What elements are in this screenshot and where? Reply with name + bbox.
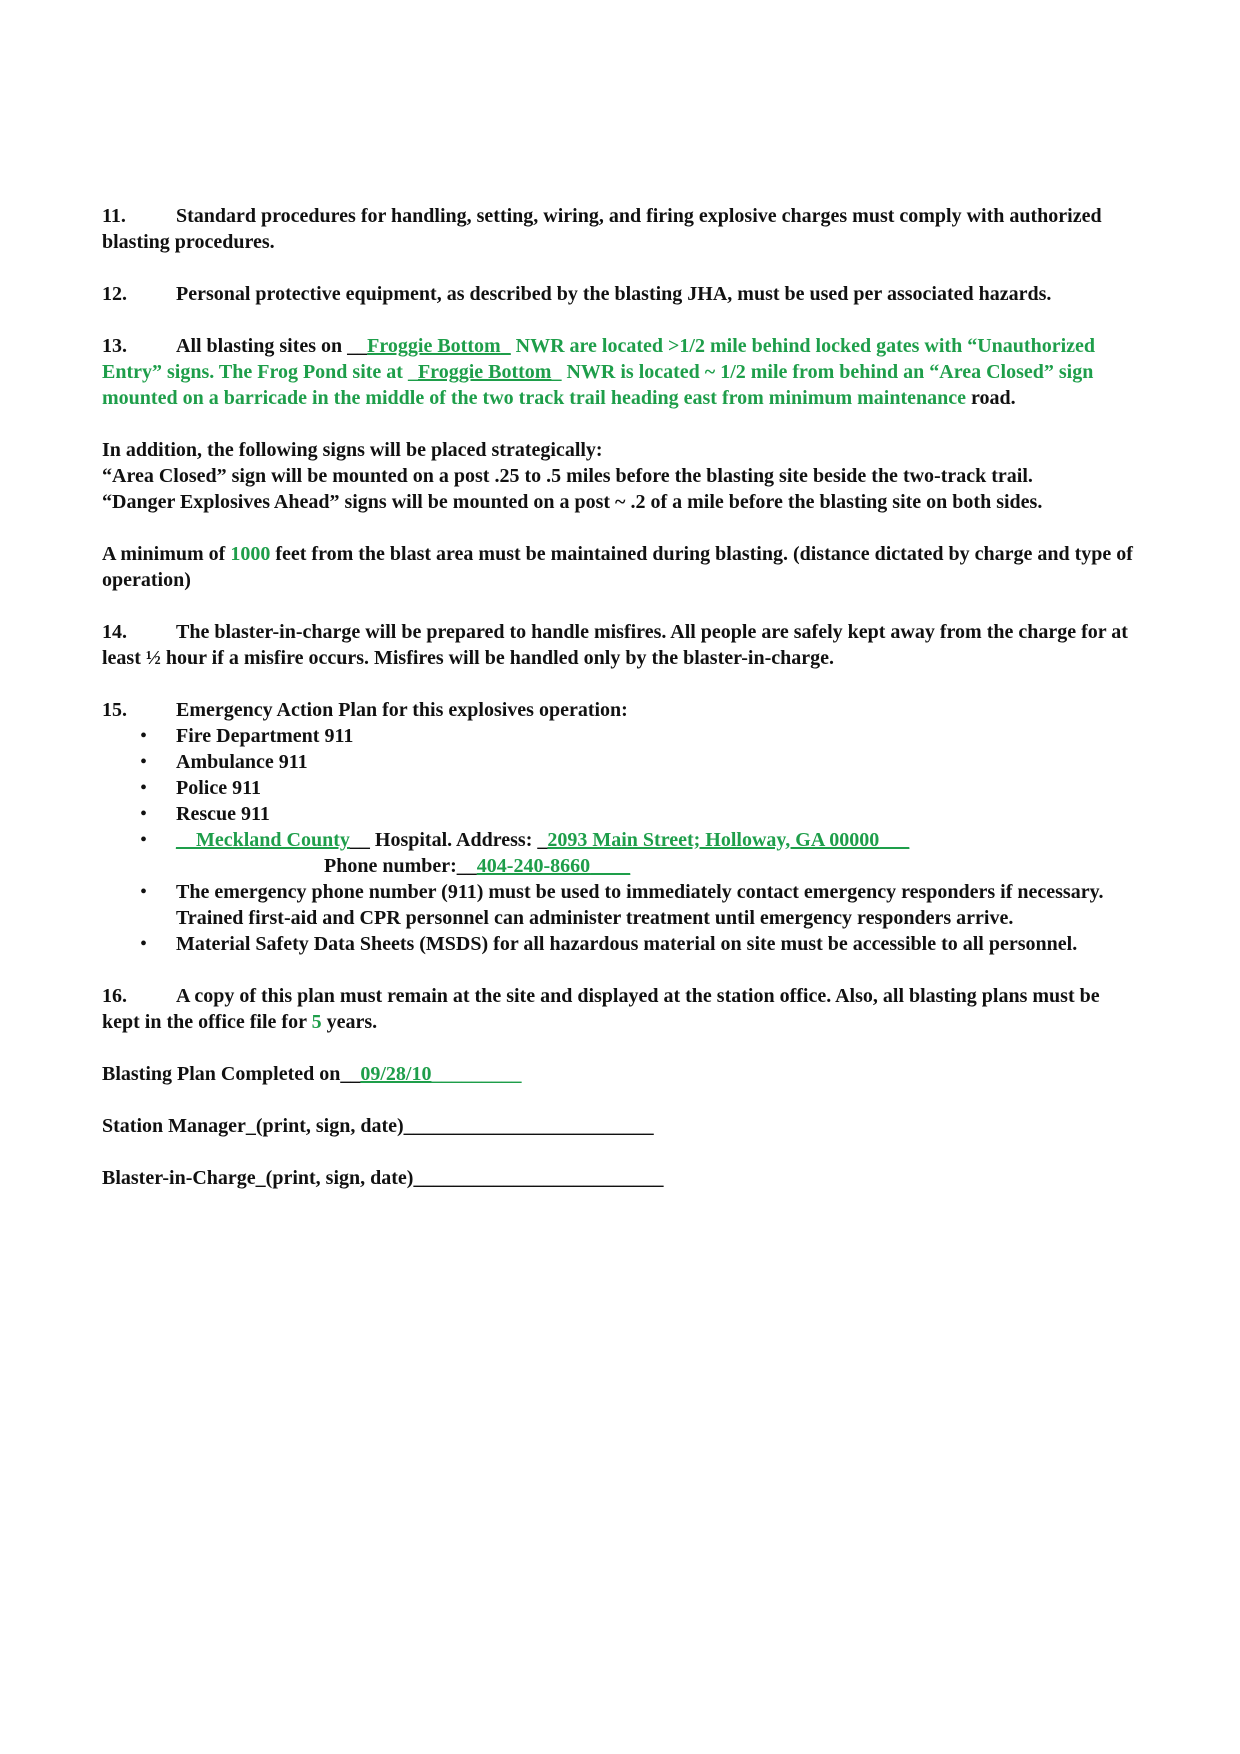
- item-12-text: Personal protective equipment, as described by the blasting JHA, must be used per associated hazards.: [176, 283, 1052, 305]
- item-13-green-text-1: NWR are located >1/2 mile behind locked gates with “Unauthorized Entry” signs. The Frog Pond site at _: [102, 335, 1096, 383]
- item-16-pre: A copy of this plan must remain at the site and displayed at the station office. Also, all blasting plans must be kept in the office file for: [102, 985, 1100, 1033]
- list-item-rescue: [102, 801, 1142, 827]
- retention-years-value: 5: [311, 1011, 322, 1033]
- police-text: Police 911: [176, 777, 261, 799]
- item-14: [102, 619, 1142, 671]
- hospital-phone-tail: ____: [590, 855, 631, 877]
- bullet: •: [140, 751, 148, 773]
- item-15: [102, 697, 1142, 723]
- item-11-text: Standard procedures for handling, setting, wiring, and firing explosive charges must comply with authorized blasting procedures.: [102, 205, 1102, 253]
- item-13-number: 13.: [102, 335, 127, 357]
- list-item-hospital: [102, 827, 1142, 879]
- item-13-intro: All blasting sites on __: [176, 335, 368, 357]
- bullet: •: [140, 725, 148, 747]
- completed-on-line: [102, 1061, 1142, 1087]
- refuge-name-field-1: Froggie Bottom: [367, 335, 501, 357]
- blasting-plan-page: [102, 203, 1142, 1217]
- completed-date-field: 09/28/10: [360, 1063, 432, 1085]
- bullet: •: [140, 829, 148, 851]
- item-14-number: 14.: [102, 621, 127, 643]
- phone-label: Phone number:__: [324, 855, 477, 877]
- emergency-contact-list: [102, 723, 1142, 957]
- phone-note-text: The emergency phone number (911) must be used to immediately contact emergency responders if necessary. Trained first-aid and CPR personnel can administer treatment until emergency responders arrive.: [176, 881, 1104, 929]
- item-11: [102, 203, 1142, 255]
- refuge-name-field-2-tail: _: [551, 361, 562, 383]
- item-14-text: The blaster-in-charge will be prepared to handle misfires. All people are safely kept away from the charge for at least ½ hour if a misfire occurs. Misfires will be handled only by the blaster-in-charge.: [102, 621, 1128, 669]
- bullet: •: [140, 777, 148, 799]
- area-closed-sign-text: “Area Closed” sign will be mounted on a post .25 to .5 miles before the blasting site beside the two-track trail.: [102, 465, 1033, 487]
- hospital-address-field: 2093 Main Street; Holloway, GA 00000: [547, 829, 880, 851]
- item-16-post: years.: [321, 1011, 378, 1033]
- list-item-ambulance: [102, 749, 1142, 775]
- distance-feet-value: 1000: [230, 543, 271, 565]
- signs-section: [102, 437, 1142, 515]
- minimum-distance: [102, 541, 1142, 593]
- hospital-address-tail: ___: [879, 829, 910, 851]
- item-15-number: 15.: [102, 699, 127, 721]
- item-13-tail: road.: [966, 387, 1016, 409]
- distance-post: feet from the blast area must be maintained during blasting. (distance dictated by charge and type of operation): [102, 543, 1133, 591]
- ambulance-text: Ambulance 911: [176, 751, 308, 773]
- completed-label: Blasting Plan Completed on__: [102, 1063, 361, 1085]
- item-16: [102, 983, 1142, 1035]
- item-15-text: Emergency Action Plan for this explosives operation:: [176, 699, 628, 721]
- item-13: [102, 333, 1142, 411]
- county-field: Meckland County: [196, 829, 350, 851]
- station-manager-signature-line: Station Manager_(print, sign, date)_________________________: [102, 1115, 654, 1137]
- item-13-green-text-2: NWR is located ~ 1/2 mile from behind an “Area Closed” sign mounted on a barricade in the middle of the two track trail heading east from minimum maintenance: [102, 361, 1094, 409]
- refuge-name-field-1-tail: _: [500, 335, 511, 357]
- hospital-mid: __ Hospital. Address: _: [349, 829, 548, 851]
- signs-intro: In addition, the following signs will be placed strategically:: [102, 439, 603, 461]
- bullet: •: [140, 933, 148, 955]
- bullet: •: [140, 881, 148, 903]
- distance-pre: A minimum of: [102, 543, 231, 565]
- item-16-number: 16.: [102, 985, 127, 1007]
- refuge-name-field-2: Froggie Bottom: [417, 361, 552, 383]
- completed-date-tail: _________: [431, 1063, 522, 1085]
- bullet: •: [140, 803, 148, 825]
- rescue-text: Rescue 911: [176, 803, 270, 825]
- item-12: [102, 281, 1142, 307]
- danger-sign-text: “Danger Explosives Ahead” signs will be mounted on a post ~ .2 of a mile before the blasting site on both sides.: [102, 491, 1043, 513]
- list-item-fire-department: [102, 723, 1142, 749]
- fire-department-text: Fire Department 911: [176, 725, 354, 747]
- list-item-phone-note: [102, 879, 1142, 931]
- blaster-in-charge-signature-line: Blaster-in-Charge_(print, sign, date)_________________________: [102, 1167, 664, 1189]
- list-item-police: [102, 775, 1142, 801]
- item-11-number: 11.: [102, 205, 126, 227]
- item-12-number: 12.: [102, 283, 127, 305]
- list-item-msds: [102, 931, 1142, 957]
- hospital-phone-line: [176, 853, 1142, 879]
- hospital-pre: __: [176, 829, 196, 851]
- hospital-phone-field: 404-240-8660: [476, 855, 591, 877]
- msds-text: Material Safety Data Sheets (MSDS) for all hazardous material on site must be accessible to all personnel.: [176, 933, 1078, 955]
